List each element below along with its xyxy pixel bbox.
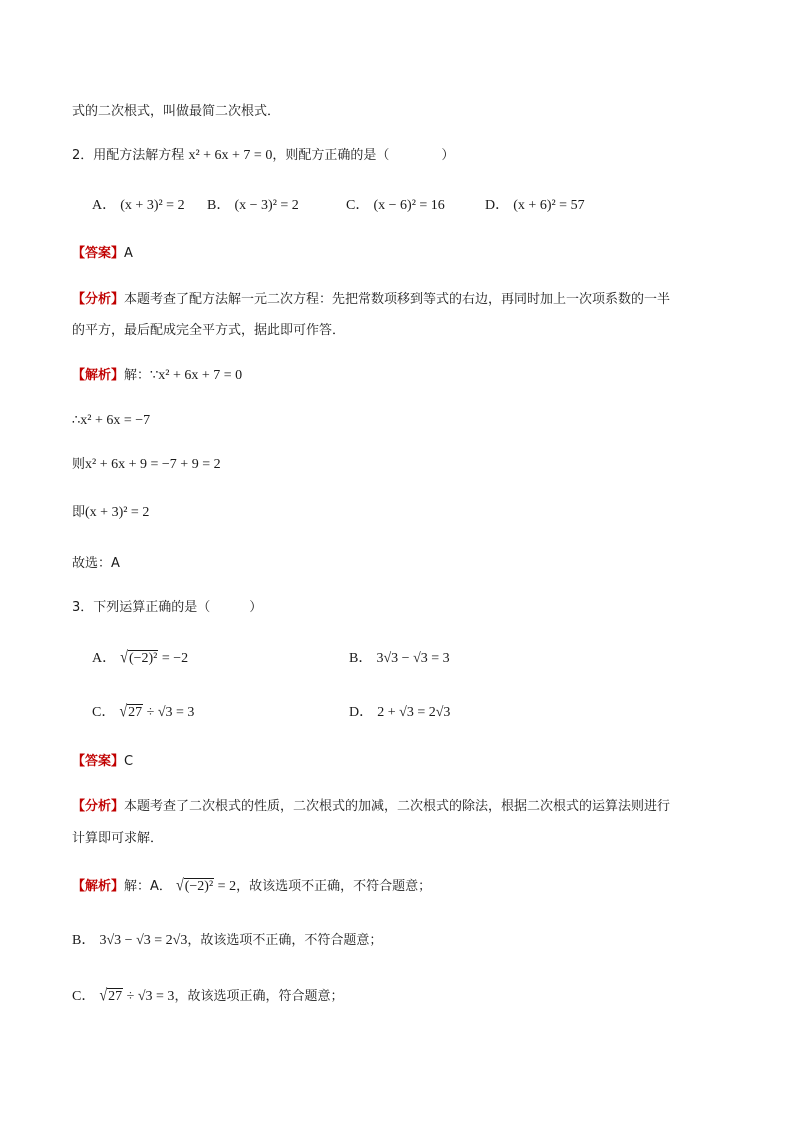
intro-line: 式的二次根式，叫做最简二次根式．: [72, 104, 281, 119]
q2-solution-line-2: ∴x² + 6x = −7: [72, 413, 151, 428]
sqrt: √(−2)²: [176, 877, 214, 896]
answer-tag: 【答案】: [72, 246, 125, 261]
q3-option-a: A． √(−2)² = −2: [92, 648, 188, 670]
question-number: 3．: [72, 600, 94, 615]
q2-solution-line-1: 【解析】解：∵x² + 6x + 7 = 0: [72, 368, 243, 383]
q2-conclusion: 故选：A: [72, 556, 120, 571]
analysis-tag: 【分析】: [72, 799, 125, 814]
sqrt: √27: [119, 703, 143, 722]
q3-analysis-line-2: 计算即可求解．: [72, 831, 164, 846]
q3-answer: 【答案】C: [72, 754, 134, 769]
q3-option-b: B． 3√3 − √3 = 3: [349, 651, 450, 666]
q2-analysis-line-2: 的平方，最后配成完全平方式，据此即可作答．: [72, 323, 346, 338]
q3-solution-a: 【解析】解：A． √(−2)² = 2，故该选项不正确，不符合题意；: [72, 877, 432, 896]
q2-solution-line-3: 则x² + 6x + 9 = −7 + 9 = 2: [72, 457, 221, 472]
q2-option-b: B． (x − 3)² = 2: [207, 198, 299, 213]
sqrt: √(−2)²: [120, 649, 158, 668]
question-3-stem: 3．下列运算正确的是（ ）: [72, 600, 263, 615]
q2-answer: 【答案】A: [72, 246, 133, 261]
q3-solution-b: B． 3√3 − √3 = 2√3，故该选项不正确，不符合题意；: [72, 933, 383, 948]
q2-option-c: C． (x − 6)² = 16: [346, 198, 445, 213]
q2-option-a: A． (x + 3)² = 2: [92, 198, 185, 213]
q3-option-c: C． √27 ÷ √3 = 3: [92, 702, 194, 724]
solution-tag: 【解析】: [72, 368, 125, 383]
question-number: 2．: [72, 148, 94, 163]
q3-analysis-line-1: 【分析】本题考查了二次根式的性质，二次根式的加减，二次根式的除法，根据二次根式的运算法则进行: [72, 799, 671, 814]
q2-solution-line-4: 即(x + 3)² = 2: [72, 505, 150, 520]
analysis-tag: 【分析】: [72, 292, 125, 307]
question-2-stem: 2．用配方法解方程 x² + 6x + 7 = 0，则配方正确的是（ ）: [72, 148, 455, 163]
q3-solution-c: C． √27 ÷ √3 = 3，故该选项正确，符合题意；: [72, 987, 344, 1006]
equation: x² + 6x + 7 = 0: [188, 148, 273, 163]
q2-analysis-line-1: 【分析】本题考查了配方法解一元二次方程：先把常数项移到等式的右边，再同时加上一次项系数的一半: [72, 292, 671, 307]
q3-option-d: D． 2 + √3 = 2√3: [349, 705, 451, 720]
q2-option-d: D． (x + 6)² = 57: [485, 198, 585, 213]
answer-tag: 【答案】: [72, 754, 125, 769]
sqrt: √27: [99, 987, 123, 1006]
solution-tag: 【解析】: [72, 879, 125, 894]
